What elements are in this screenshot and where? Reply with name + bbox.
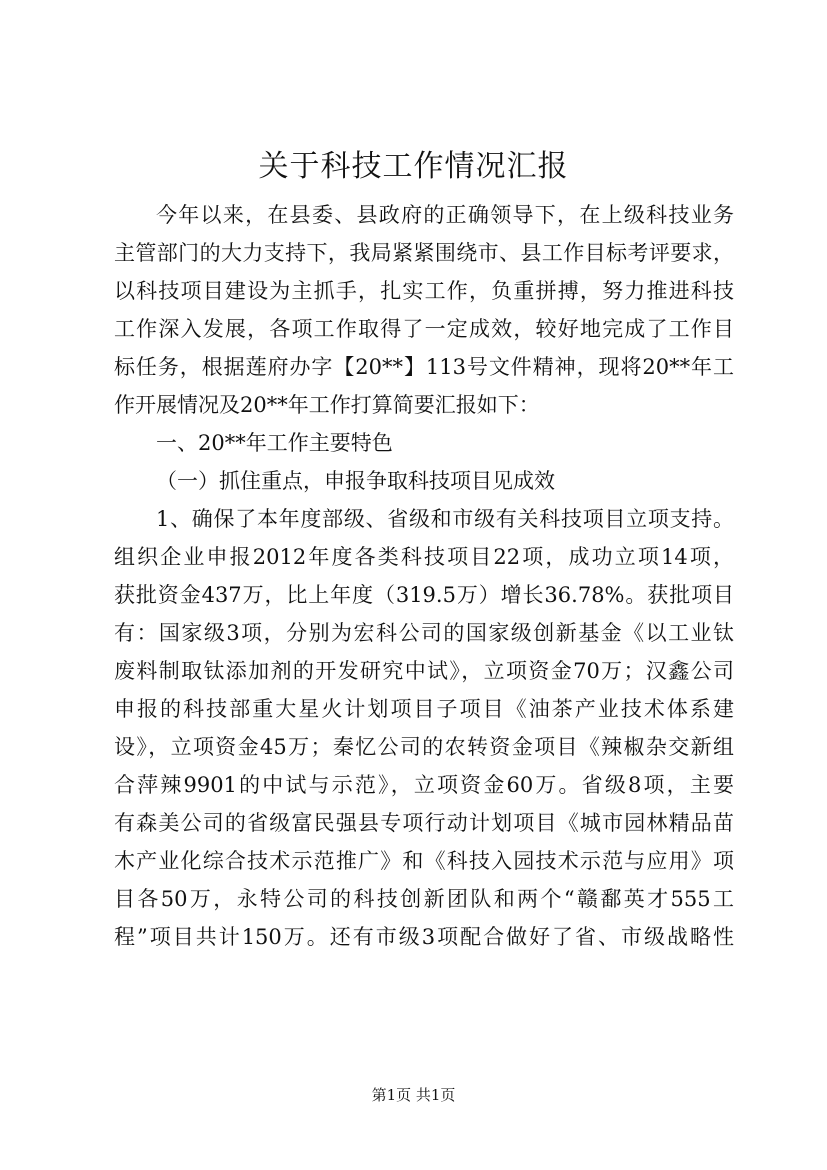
- paragraph-line: 工作深入发展，各项工作取得了一定成效，较好地完成了工作目: [114, 317, 734, 341]
- document-title: 关于科技工作情况汇报: [258, 149, 569, 184]
- paragraph-line: 今年以来，在县委、县政府的正确领导下，在上级科技业务: [156, 203, 734, 227]
- paragraph-line: 有森美公司的省级富民强县专项行动计划项目《城市园林精品苗: [114, 811, 734, 835]
- page-footer: 第1页 共1页: [371, 1086, 456, 1104]
- paragraph-line: 有：国家级3项，分别为宏科公司的国家级创新基金《以工业钛: [114, 621, 734, 645]
- document-body: [114, 196, 734, 956]
- paragraph-line: 组织企业申报2012年度各类科技项目22项，成功立项14项，: [114, 545, 734, 569]
- paragraph-line: 主管部门的大力支持下，我局紧紧围绕市、县工作目标考评要求，: [114, 241, 734, 265]
- subsection-heading: （一）抓住重点，申报争取科技项目见成效: [156, 469, 555, 493]
- paragraph-line: 木产业化综合技术示范推广》和《科技入园技术示范与应用》项: [114, 849, 734, 873]
- paragraph-line: 作开展情况及20**年工作打算简要汇报如下：: [114, 393, 540, 417]
- paragraph-line: 1、确保了本年度部级、省级和市级有关科技项目立项支持。: [156, 507, 734, 531]
- paragraph-line: 设》，立项资金45万；秦忆公司的农转资金项目《辣椒杂交新组: [114, 735, 734, 759]
- paragraph-line: 标任务，根据莲府办字【20**】113号文件精神，现将20**年工: [114, 355, 734, 379]
- paragraph-line: 以科技项目建设为主抓手，扎实工作，负重拼搏，努力推进科技: [114, 279, 734, 303]
- paragraph-line: 目各50万，永特公司的科技创新团队和两个“赣鄱英才555工: [114, 887, 734, 911]
- paragraph-line: 废料制取钛添加剂的开发研究中试》，立项资金70万；汉鑫公司: [114, 659, 734, 683]
- paragraph-line: 程”项目共计150万。还有市级3项配合做好了省、市级战略性: [114, 925, 734, 949]
- section-heading: 一、20**年工作主要特色: [156, 431, 393, 455]
- paragraph-line: 申报的科技部重大星火计划项目子项目《油茶产业技术体系建: [114, 697, 734, 721]
- paragraph-line: 获批资金437万，比上年度（319.5万）增长36.78%。获批项目: [114, 583, 734, 607]
- paragraph-line: 合萍辣9901的中试与示范》，立项资金60万。省级8项，主要: [114, 773, 734, 797]
